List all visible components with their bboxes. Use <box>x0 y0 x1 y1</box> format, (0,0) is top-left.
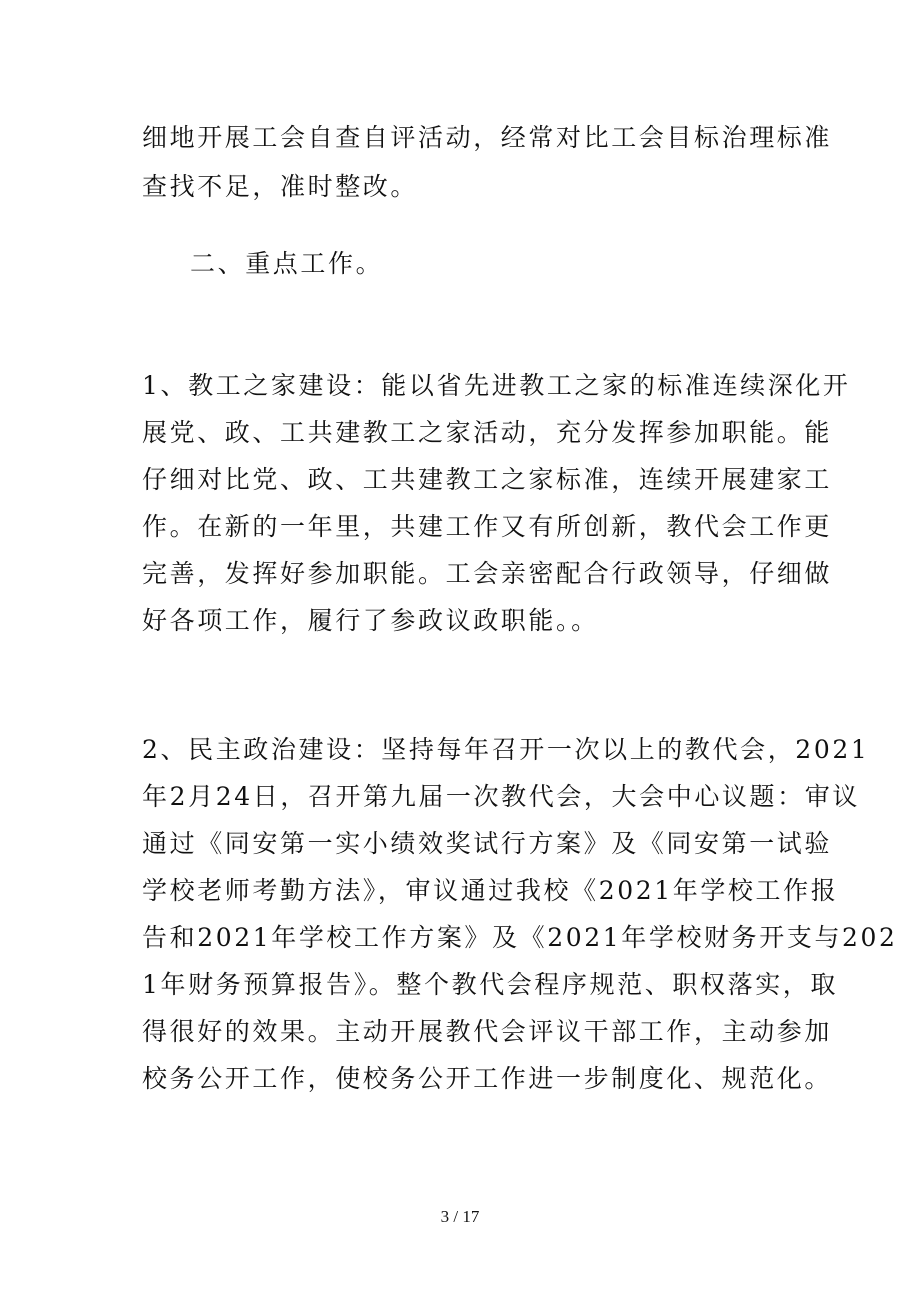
item1-line-2: 展党、政、工共建教工之家活动，充分发挥参加职能。能 <box>142 418 833 447</box>
item1-line-6: 好各项工作，履行了参政议政职能。。 <box>142 606 599 635</box>
item2-line-4: 学校老师考勤方法》，审议通过我校《2021年学校工作报 <box>142 876 839 905</box>
item2-line-7: 得很好的效果。主动开展教代会评议干部工作，主动参加 <box>142 1017 833 1046</box>
intro-line-2: 查找不足，准时整改。 <box>142 172 419 201</box>
item1-line-5: 完善，发挥好参加职能。工会亲密配合行政领导，仔细做 <box>142 559 833 588</box>
section-heading: 二、重点工作。 <box>190 249 384 278</box>
item2-line-3: 通过《同安第一实小绩效奖试行方案》及《同安第一试验 <box>142 829 833 858</box>
page-number: 3 / 17 <box>440 1207 480 1226</box>
item2-line-1: 2、民主政治建设：坚持每年召开一次以上的教代会，2021 <box>142 735 870 764</box>
item1-line-4: 作。在新的一年里，共建工作又有所创新，教代会工作更 <box>142 512 833 541</box>
item2-line-8: 校务公开工作，使校务公开工作进一步制度化、规范化。 <box>142 1064 833 1093</box>
item1-line-3: 仔细对比党、政、工共建教工之家标准，连续开展建家工 <box>142 465 833 494</box>
item1-line-1: 1、教工之家建设：能以省先进教工之家的标准连续深化开 <box>142 371 851 400</box>
item2-line-6: 1年财务预算报告》。整个教代会程序规范、职权落实，取 <box>142 970 839 999</box>
item2-line-2: 年2月24日，召开第九届一次教代会，大会中心议题：审议 <box>142 782 860 811</box>
item2-line-5: 告和2021年学校工作方案》及《2021年学校财务开支与202 <box>142 923 898 952</box>
intro-line-1: 细地开展工会自查自评活动，经常对比工会目标治理标准 <box>142 123 833 152</box>
